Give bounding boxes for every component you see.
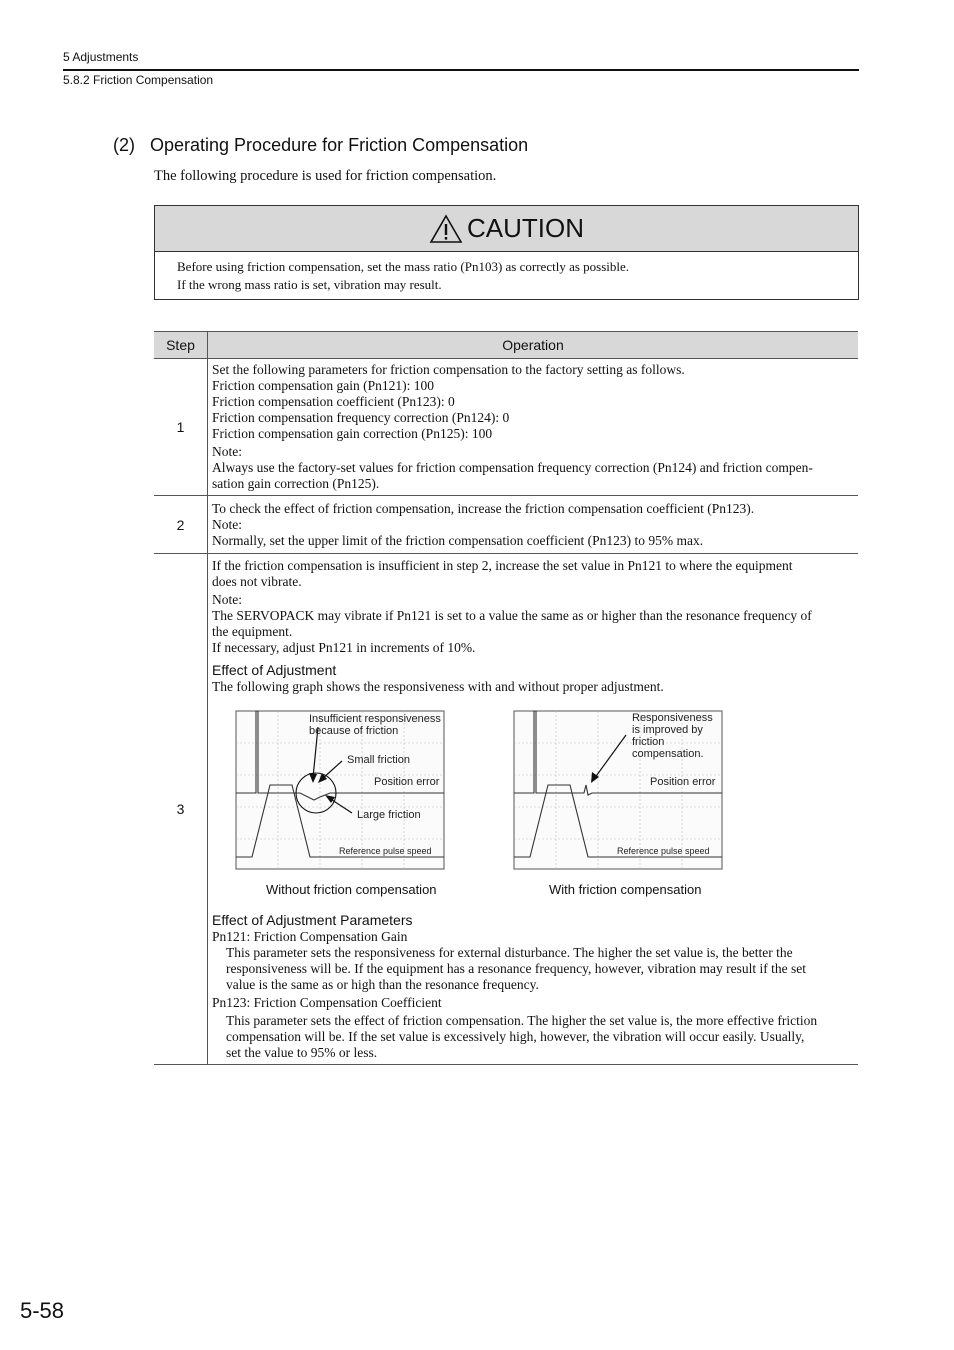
- table-header-row: [154, 332, 858, 359]
- note-label: Note:: [212, 591, 242, 607]
- text-line: If necessary, adjust Pn121 in increments of 10%.: [212, 639, 476, 655]
- text-line: Always use the factory-set values for friction compensation frequency correction (Pn124) and friction compen-: [212, 460, 813, 475]
- step-number: 1: [154, 359, 208, 496]
- text-line: responsiveness will be. If the equipment has a resonance frequency, however, vibration may result if the set: [226, 960, 807, 976]
- annotation: friction: [632, 735, 665, 748]
- text-line: Friction compensation gain (Pn121): 100: [212, 378, 434, 393]
- annotation: Large friction: [357, 808, 421, 821]
- params-heading: Effect of Adjustment Parameters: [212, 911, 413, 928]
- header-rule: [63, 69, 859, 71]
- chapter-header: 5 Adjustments: [63, 50, 139, 64]
- annotation: Reference pulse speed: [339, 845, 432, 856]
- annotation: Reference pulse speed: [617, 845, 710, 856]
- page-number: 5-58: [20, 1298, 65, 1323]
- text-line: Normally, set the upper limit of the friction compensation coefficient (Pn123) to 95% max.: [212, 532, 704, 548]
- text-line: value is the same as or high than the resonance frequency.: [226, 976, 539, 992]
- caution-box: [154, 205, 859, 300]
- annotation: Position error: [650, 775, 716, 788]
- annotation: Small friction: [347, 753, 410, 766]
- text-line: sation gain correction (Pn125).: [212, 476, 380, 491]
- param-title: Pn123: Friction Compensation Coefficient: [212, 994, 442, 1010]
- text-line: Friction compensation coefficient (Pn123): 0: [212, 394, 455, 409]
- caution-line: If the wrong mass ratio is set, vibration may result.: [177, 277, 442, 292]
- table-row: [154, 359, 858, 496]
- step-operation: [208, 359, 859, 496]
- text-line: the equipment.: [212, 623, 293, 639]
- step-number: 3: [154, 554, 208, 1065]
- step-number: 2: [154, 496, 208, 554]
- section-header: 5.8.2 Friction Compensation: [63, 73, 214, 87]
- section-title: (2) Operating Procedure for Friction Compensation: [113, 135, 529, 155]
- annotation: compensation.: [632, 747, 704, 760]
- annotation: Responsiveness: [632, 711, 713, 724]
- effect-heading: Effect of Adjustment: [212, 661, 337, 678]
- col-operation: Operation: [208, 332, 859, 359]
- intro-text: The following procedure is used for friction compensation.: [154, 168, 497, 184]
- warning-triangle-icon: [429, 214, 463, 244]
- param-title: Pn121: Friction Compensation Gain: [212, 928, 408, 944]
- step-operation: [208, 496, 859, 554]
- text-line: If the friction compensation is insufficient in step 2, increase the set value in Pn121 to where the equipment: [212, 557, 793, 573]
- caution-header: [155, 206, 858, 252]
- graph-caption: With friction compensation: [549, 881, 702, 897]
- annotation: is improved by: [632, 723, 703, 736]
- annotation: because of friction: [309, 724, 399, 737]
- text-line: To check the effect of friction compensation, increase the friction compensation coefficient (Pn123).: [212, 500, 755, 516]
- annotation: Position error: [374, 775, 440, 788]
- text-line: Friction compensation gain correction (Pn125): 100: [212, 426, 493, 441]
- col-step: Step: [154, 332, 208, 359]
- graph-caption: Without friction compensation: [266, 881, 437, 897]
- text-line: The SERVOPACK may vibrate if Pn121 is set to a value the same as or higher than the resonance frequency of: [212, 607, 812, 623]
- table-row: [154, 496, 858, 554]
- text-line: set the value to 95% or less.: [226, 1044, 378, 1060]
- annotation: Insufficient responsiveness: [309, 712, 441, 725]
- graph-area: [212, 695, 854, 911]
- text-line: The following graph shows the responsiveness with and without proper adjustment.: [212, 678, 664, 694]
- text-line: compensation will be. If the set value is excessively high, however, the vibration will occur easily. Usually,: [226, 1028, 805, 1044]
- table-row: [154, 554, 858, 1065]
- note-label: Note:: [212, 516, 242, 532]
- caution-title: CAUTION: [467, 213, 584, 243]
- note-label: Note:: [212, 444, 242, 459]
- text-line: does not vibrate.: [212, 573, 302, 589]
- text-line: Friction compensation frequency correction (Pn124): 0: [212, 410, 510, 425]
- text-line: Set the following parameters for friction compensation to the factory setting as follows.: [212, 362, 685, 377]
- text-line: This parameter sets the effect of friction compensation. The higher the set value is, the more effective friction: [226, 1012, 818, 1028]
- caution-line: Before using friction compensation, set the mass ratio (Pn103) as correctly as possible.: [177, 259, 630, 274]
- text-line: This parameter sets the responsiveness for external disturbance. The higher the set value is, the better the: [226, 944, 793, 960]
- step-operation: [208, 554, 859, 1065]
- procedure-table: [154, 331, 858, 1065]
